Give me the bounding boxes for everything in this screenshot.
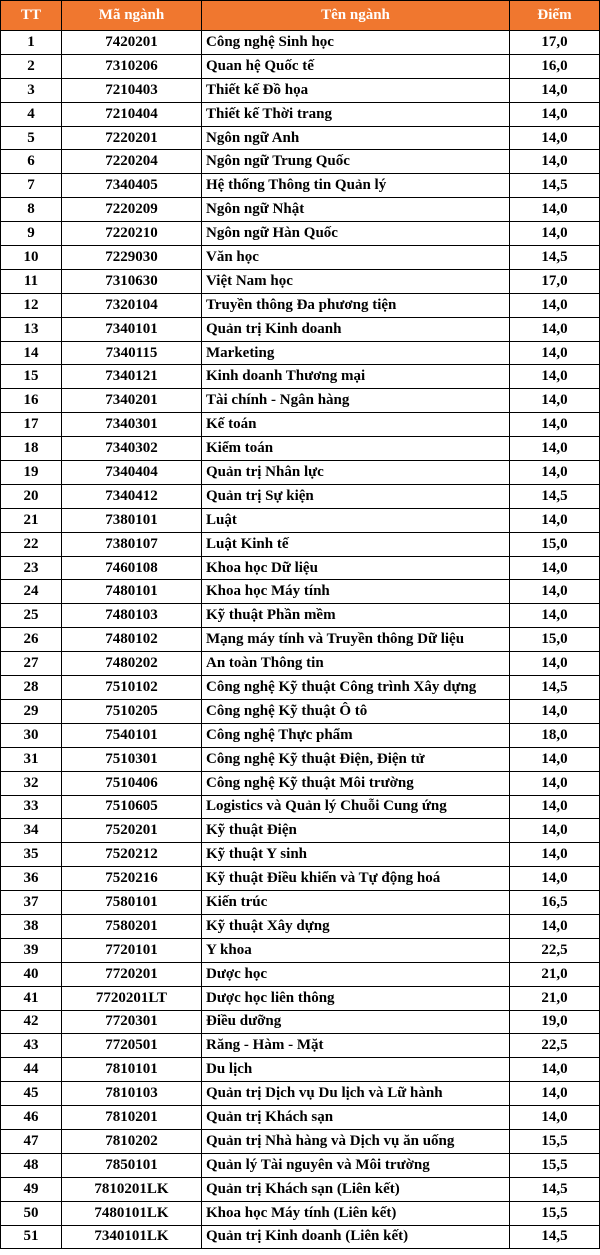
major-code: 7510406 [62, 771, 202, 795]
row-number: 39 [1, 938, 62, 962]
row-number: 43 [1, 1034, 62, 1058]
table-row [1, 508, 600, 532]
score-value: 21,0 [510, 962, 600, 986]
row-number: 34 [1, 819, 62, 843]
major-name: Việt Nam học [202, 269, 510, 293]
table-row [1, 938, 600, 962]
row-number: 42 [1, 1010, 62, 1034]
row-number: 20 [1, 484, 62, 508]
score-value: 14,0 [510, 771, 600, 795]
major-name: Quản trị Nhân lực [202, 461, 510, 485]
score-value: 14,0 [510, 1082, 600, 1106]
row-number: 38 [1, 914, 62, 938]
table-row [1, 461, 600, 485]
major-code: 7580201 [62, 914, 202, 938]
score-value: 19,0 [510, 1010, 600, 1034]
major-code: 7380107 [62, 532, 202, 556]
score-value: 14,0 [510, 461, 600, 485]
score-value: 14,5 [510, 1225, 600, 1249]
table-row [1, 532, 600, 556]
major-name: Thiết kế Thời trang [202, 102, 510, 126]
major-code: 7720501 [62, 1034, 202, 1058]
table-row [1, 1058, 600, 1082]
row-number: 37 [1, 891, 62, 915]
row-number: 21 [1, 508, 62, 532]
score-value: 14,0 [510, 604, 600, 628]
major-code: 7720301 [62, 1010, 202, 1034]
major-code: 7340302 [62, 437, 202, 461]
score-value: 22,5 [510, 938, 600, 962]
row-number: 6 [1, 150, 62, 174]
table-row [1, 198, 600, 222]
row-number: 8 [1, 198, 62, 222]
major-code: 7340405 [62, 174, 202, 198]
score-value: 14,0 [510, 747, 600, 771]
major-name: Luật [202, 508, 510, 532]
table-row [1, 962, 600, 986]
row-number: 14 [1, 341, 62, 365]
major-code: 7210403 [62, 78, 202, 102]
major-name: Y khoa [202, 938, 510, 962]
major-code: 7460108 [62, 556, 202, 580]
table-row [1, 222, 600, 246]
major-name: Quản trị Khách sạn (Liên kết) [202, 1177, 510, 1201]
major-code: 7510102 [62, 676, 202, 700]
row-number: 31 [1, 747, 62, 771]
major-code: 7580101 [62, 891, 202, 915]
major-code: 7380101 [62, 508, 202, 532]
table-row [1, 652, 600, 676]
major-name: Kỹ thuật Phần mềm [202, 604, 510, 628]
table-row [1, 413, 600, 437]
major-name: Kỹ thuật Điều khiển và Tự động hoá [202, 867, 510, 891]
row-number: 25 [1, 604, 62, 628]
table-row [1, 246, 600, 270]
score-value: 14,0 [510, 843, 600, 867]
score-value: 14,0 [510, 389, 600, 413]
row-number: 19 [1, 461, 62, 485]
score-value: 15,0 [510, 532, 600, 556]
major-name: Khoa học Máy tính (Liên kết) [202, 1201, 510, 1225]
major-name: Marketing [202, 341, 510, 365]
score-value: 14,0 [510, 413, 600, 437]
row-number: 47 [1, 1129, 62, 1153]
row-number: 27 [1, 652, 62, 676]
score-value: 14,5 [510, 246, 600, 270]
score-value: 14,5 [510, 484, 600, 508]
row-number: 9 [1, 222, 62, 246]
table-row [1, 580, 600, 604]
row-number: 12 [1, 293, 62, 317]
table-row [1, 843, 600, 867]
major-name: Công nghệ Kỹ thuật Điện, Điện tử [202, 747, 510, 771]
row-number: 28 [1, 676, 62, 700]
major-code: 7810101 [62, 1058, 202, 1082]
table-row [1, 819, 600, 843]
row-number: 45 [1, 1082, 62, 1106]
major-name: Ngôn ngữ Nhật [202, 198, 510, 222]
major-name: An toàn Thông tin [202, 652, 510, 676]
major-name: Khoa học Dữ liệu [202, 556, 510, 580]
score-value: 14,0 [510, 78, 600, 102]
row-number: 32 [1, 771, 62, 795]
table-row [1, 628, 600, 652]
score-value: 14,0 [510, 317, 600, 341]
major-code: 7480202 [62, 652, 202, 676]
row-number: 46 [1, 1106, 62, 1130]
table-row [1, 604, 600, 628]
major-name: Quản trị Kinh doanh [202, 317, 510, 341]
table-row [1, 1034, 600, 1058]
major-code: 7340101 [62, 317, 202, 341]
major-code: 7510605 [62, 795, 202, 819]
major-name: Quan hệ Quốc tế [202, 54, 510, 78]
table-row [1, 771, 600, 795]
table-row [1, 102, 600, 126]
score-value: 16,0 [510, 54, 600, 78]
major-name: Công nghệ Kỹ thuật Ô tô [202, 699, 510, 723]
row-number: 5 [1, 126, 62, 150]
score-value: 15,5 [510, 1201, 600, 1225]
major-code: 7340301 [62, 413, 202, 437]
score-value: 14,0 [510, 819, 600, 843]
major-code: 7480101 [62, 580, 202, 604]
major-code: 7480101LK [62, 1201, 202, 1225]
table-row [1, 54, 600, 78]
row-number: 3 [1, 78, 62, 102]
row-number: 22 [1, 532, 62, 556]
header-tt: TT [1, 1, 62, 31]
row-number: 35 [1, 843, 62, 867]
table-row [1, 389, 600, 413]
score-value: 18,0 [510, 723, 600, 747]
major-name: Luật Kinh tế [202, 532, 510, 556]
score-value: 14,5 [510, 1177, 600, 1201]
score-value: 15,5 [510, 1153, 600, 1177]
table-header [1, 1, 600, 31]
major-code: 7520212 [62, 843, 202, 867]
score-value: 15,5 [510, 1129, 600, 1153]
header-row [1, 1, 600, 31]
major-name: Răng - Hàm - Mặt [202, 1034, 510, 1058]
major-name: Ngôn ngữ Hàn Quốc [202, 222, 510, 246]
row-number: 13 [1, 317, 62, 341]
score-value: 21,0 [510, 986, 600, 1010]
row-number: 7 [1, 174, 62, 198]
score-value: 14,0 [510, 795, 600, 819]
header-code: Mã ngành [62, 1, 202, 31]
row-number: 51 [1, 1225, 62, 1249]
major-name: Công nghệ Kỹ thuật Môi trường [202, 771, 510, 795]
major-code: 7520201 [62, 819, 202, 843]
row-number: 18 [1, 437, 62, 461]
score-value: 14,5 [510, 174, 600, 198]
score-value: 14,0 [510, 652, 600, 676]
table-row [1, 174, 600, 198]
table-row [1, 317, 600, 341]
row-number: 48 [1, 1153, 62, 1177]
table-row [1, 723, 600, 747]
score-value: 14,5 [510, 676, 600, 700]
score-value: 14,0 [510, 102, 600, 126]
major-code: 7310206 [62, 54, 202, 78]
row-number: 10 [1, 246, 62, 270]
major-code: 7220201 [62, 126, 202, 150]
major-name: Kế toán [202, 413, 510, 437]
major-code: 7510205 [62, 699, 202, 723]
major-name: Điều dưỡng [202, 1010, 510, 1034]
row-number: 24 [1, 580, 62, 604]
major-name: Kỹ thuật Y sinh [202, 843, 510, 867]
major-code: 7510301 [62, 747, 202, 771]
table-row [1, 78, 600, 102]
table-row [1, 437, 600, 461]
major-code: 7340201 [62, 389, 202, 413]
major-name: Ngôn ngữ Anh [202, 126, 510, 150]
major-code: 7810201 [62, 1106, 202, 1130]
table-row [1, 31, 600, 55]
major-name: Dược học liên thông [202, 986, 510, 1010]
score-value: 15,0 [510, 628, 600, 652]
row-number: 33 [1, 795, 62, 819]
score-value: 14,0 [510, 341, 600, 365]
major-name: Quản trị Dịch vụ Du lịch và Lữ hành [202, 1082, 510, 1106]
table-row [1, 1010, 600, 1034]
score-value: 14,0 [510, 699, 600, 723]
score-value: 14,0 [510, 126, 600, 150]
major-code: 7480102 [62, 628, 202, 652]
table-row [1, 1106, 600, 1130]
major-name: Ngôn ngữ Trung Quốc [202, 150, 510, 174]
header-name: Tên ngành [202, 1, 510, 31]
major-code: 7320104 [62, 293, 202, 317]
table-row [1, 1225, 600, 1249]
score-value: 14,0 [510, 222, 600, 246]
major-name: Dược học [202, 962, 510, 986]
major-code: 7340115 [62, 341, 202, 365]
score-value: 14,0 [510, 580, 600, 604]
header-score: Điểm [510, 1, 600, 31]
table-row [1, 150, 600, 174]
major-code: 7340412 [62, 484, 202, 508]
major-name: Quản trị Kinh doanh (Liên kết) [202, 1225, 510, 1249]
major-name: Quản trị Khách sạn [202, 1106, 510, 1130]
major-name: Mạng máy tính và Truyền thông Dữ liệu [202, 628, 510, 652]
major-code: 7540101 [62, 723, 202, 747]
table-row [1, 986, 600, 1010]
table-row [1, 891, 600, 915]
major-code: 7420201 [62, 31, 202, 55]
major-name: Du lịch [202, 1058, 510, 1082]
table-row [1, 676, 600, 700]
table-row [1, 484, 600, 508]
table-row [1, 914, 600, 938]
table-row [1, 795, 600, 819]
table-row [1, 126, 600, 150]
major-name: Kiến trúc [202, 891, 510, 915]
major-name: Công nghệ Thực phẩm [202, 723, 510, 747]
major-code: 7520216 [62, 867, 202, 891]
score-value: 14,0 [510, 293, 600, 317]
row-number: 50 [1, 1201, 62, 1225]
score-value: 22,5 [510, 1034, 600, 1058]
row-number: 1 [1, 31, 62, 55]
table-row [1, 1201, 600, 1225]
major-code: 7720101 [62, 938, 202, 962]
table-row [1, 747, 600, 771]
row-number: 16 [1, 389, 62, 413]
row-number: 36 [1, 867, 62, 891]
score-value: 14,0 [510, 556, 600, 580]
table-row [1, 293, 600, 317]
table-row [1, 1177, 600, 1201]
table-row [1, 867, 600, 891]
major-name: Hệ thống Thông tin Quản lý [202, 174, 510, 198]
table-row [1, 1082, 600, 1106]
score-value: 14,0 [510, 914, 600, 938]
score-value: 14,0 [510, 437, 600, 461]
major-name: Kiểm toán [202, 437, 510, 461]
major-code: 7220209 [62, 198, 202, 222]
major-code: 7220210 [62, 222, 202, 246]
major-code: 7340101LK [62, 1225, 202, 1249]
row-number: 23 [1, 556, 62, 580]
major-name: Quản trị Nhà hàng và Dịch vụ ăn uống [202, 1129, 510, 1153]
score-value: 14,0 [510, 150, 600, 174]
table-row [1, 556, 600, 580]
row-number: 29 [1, 699, 62, 723]
major-code: 7220204 [62, 150, 202, 174]
major-code: 7720201 [62, 962, 202, 986]
major-code: 7480103 [62, 604, 202, 628]
score-value: 17,0 [510, 31, 600, 55]
row-number: 15 [1, 365, 62, 389]
major-code: 7340404 [62, 461, 202, 485]
major-name: Quản lý Tài nguyên và Môi trường [202, 1153, 510, 1177]
table-row [1, 365, 600, 389]
major-name: Quản trị Sự kiện [202, 484, 510, 508]
table-body [1, 31, 600, 1249]
row-number: 17 [1, 413, 62, 437]
table-row [1, 1129, 600, 1153]
score-value: 14,0 [510, 508, 600, 532]
major-code: 7310630 [62, 269, 202, 293]
score-value: 17,0 [510, 269, 600, 293]
major-name: Tài chính - Ngân hàng [202, 389, 510, 413]
row-number: 30 [1, 723, 62, 747]
row-number: 49 [1, 1177, 62, 1201]
major-name: Kinh doanh Thương mại [202, 365, 510, 389]
major-code: 7720201LT [62, 986, 202, 1010]
row-number: 44 [1, 1058, 62, 1082]
table-row [1, 699, 600, 723]
major-name: Truyền thông Đa phương tiện [202, 293, 510, 317]
major-code: 7210404 [62, 102, 202, 126]
major-code: 7850101 [62, 1153, 202, 1177]
score-value: 14,0 [510, 198, 600, 222]
row-number: 11 [1, 269, 62, 293]
row-number: 2 [1, 54, 62, 78]
table-row [1, 269, 600, 293]
table-row [1, 341, 600, 365]
score-value: 14,0 [510, 867, 600, 891]
score-value: 16,5 [510, 891, 600, 915]
major-name: Thiết kế Đồ họa [202, 78, 510, 102]
row-number: 26 [1, 628, 62, 652]
major-code: 7229030 [62, 246, 202, 270]
major-code: 7810103 [62, 1082, 202, 1106]
major-code: 7810201LK [62, 1177, 202, 1201]
major-name: Kỹ thuật Điện [202, 819, 510, 843]
row-number: 40 [1, 962, 62, 986]
major-code: 7810202 [62, 1129, 202, 1153]
score-value: 14,0 [510, 1106, 600, 1130]
row-number: 4 [1, 102, 62, 126]
major-name: Công nghệ Kỹ thuật Công trình Xây dựng [202, 676, 510, 700]
major-name: Logistics và Quản lý Chuỗi Cung ứng [202, 795, 510, 819]
major-code: 7340121 [62, 365, 202, 389]
major-name: Khoa học Máy tính [202, 580, 510, 604]
major-name: Kỹ thuật Xây dựng [202, 914, 510, 938]
score-value: 14,0 [510, 365, 600, 389]
major-name: Văn học [202, 246, 510, 270]
major-name: Công nghệ Sinh học [202, 31, 510, 55]
row-number: 41 [1, 986, 62, 1010]
table-row [1, 1153, 600, 1177]
score-value: 14,0 [510, 1058, 600, 1082]
